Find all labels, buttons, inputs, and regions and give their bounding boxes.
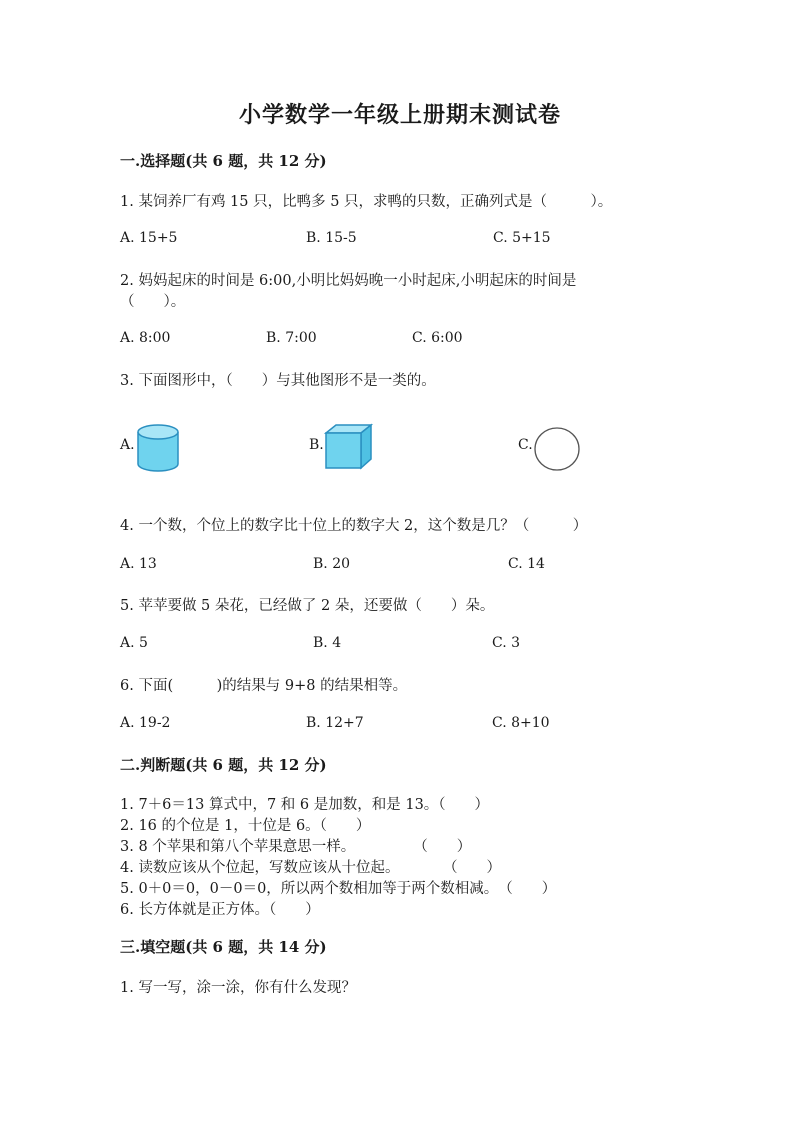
q1-4-option-a: A. 13 (120, 556, 157, 572)
cylinder-figure (134, 422, 182, 474)
question-1-2-line1: 2. 妈妈起床的时间是 6:00,小明比妈妈晚一小时起床,小明起床的时间是 (120, 273, 577, 289)
question-1-6: 6. 下面( )的结果与 9+8 的结果相等。 (120, 678, 408, 694)
judgement-item: 6. 长方体就是正方体。（ ） (120, 902, 320, 918)
q1-4-option-c: C. 14 (508, 556, 545, 572)
section-2-heading: 二.判断题(共 6 题，共 12 分) (120, 756, 327, 774)
page-title: 小学数学一年级上册期末测试卷 (238, 102, 561, 128)
q1-1-option-c: C. 5+15 (493, 230, 551, 246)
q1-5-option-a: A. 5 (120, 635, 148, 651)
question-1-3: 3. 下面图形中，（ ）与其他图形不是一类的。 (120, 373, 436, 389)
q1-6-option-c: C. 8+10 (492, 715, 550, 731)
judgement-item: 4. 读数应该从个位起，写数应该从十位起。 （ ） (120, 860, 501, 876)
judgement-item: 3. 8 个苹果和第八个苹果意思一样。 （ ） (120, 839, 472, 855)
cube-figure (322, 423, 374, 471)
q1-1-option-b: B. 15-5 (306, 230, 357, 246)
q1-6-option-a: A. 19-2 (120, 715, 171, 731)
q1-3-option-a: A. (120, 437, 135, 453)
question-1-2-line2: （ ）。 (120, 294, 186, 310)
fill-question-1: 1. 写一写，涂一涂，你有什么发现？ (120, 980, 356, 996)
circle-figure (532, 425, 582, 473)
question-1-4: 4. 一个数，个位上的数字比十位上的数字大 2，这个数是几？（ ） (120, 518, 588, 534)
section-1-heading: 一.选择题(共 6 题，共 12 分) (120, 152, 327, 170)
q1-3-option-c: C. (518, 437, 533, 453)
q1-5-option-b: B. 4 (313, 635, 342, 651)
q1-3-option-b: B. (309, 437, 324, 453)
question-1-1: 1. 某饲养厂有鸡 15 只，比鸭多 5 只，求鸭的只数，正确列式是（ ）。 (120, 194, 613, 210)
q1-2-option-c: C. 6:00 (412, 330, 463, 346)
judgement-item: 1. 7＋6＝13 算式中，7 和 6 是加数，和是 13。（ ） (120, 797, 490, 813)
q1-6-option-b: B. 12+7 (306, 715, 364, 731)
q1-5-option-c: C. 3 (492, 635, 521, 651)
section-3-heading: 三.填空题(共 6 题，共 14 分) (120, 938, 327, 956)
judgement-item: 2. 16 的个位是 1，十位是 6。（ ） (120, 818, 371, 834)
q1-2-option-b: B. 7:00 (266, 330, 317, 346)
q1-2-option-a: A. 8:00 (120, 330, 171, 346)
judgement-item: 5. 0＋0＝0，0－0＝0，所以两个数相加等于两个数相减。 （ ） (120, 881, 557, 897)
q1-4-option-b: B. 20 (313, 556, 351, 572)
q1-1-option-a: A. 15+5 (120, 230, 178, 246)
question-1-5: 5. 苹苹要做 5 朵花，已经做了 2 朵，还要做（ ）朵。 (120, 598, 495, 614)
